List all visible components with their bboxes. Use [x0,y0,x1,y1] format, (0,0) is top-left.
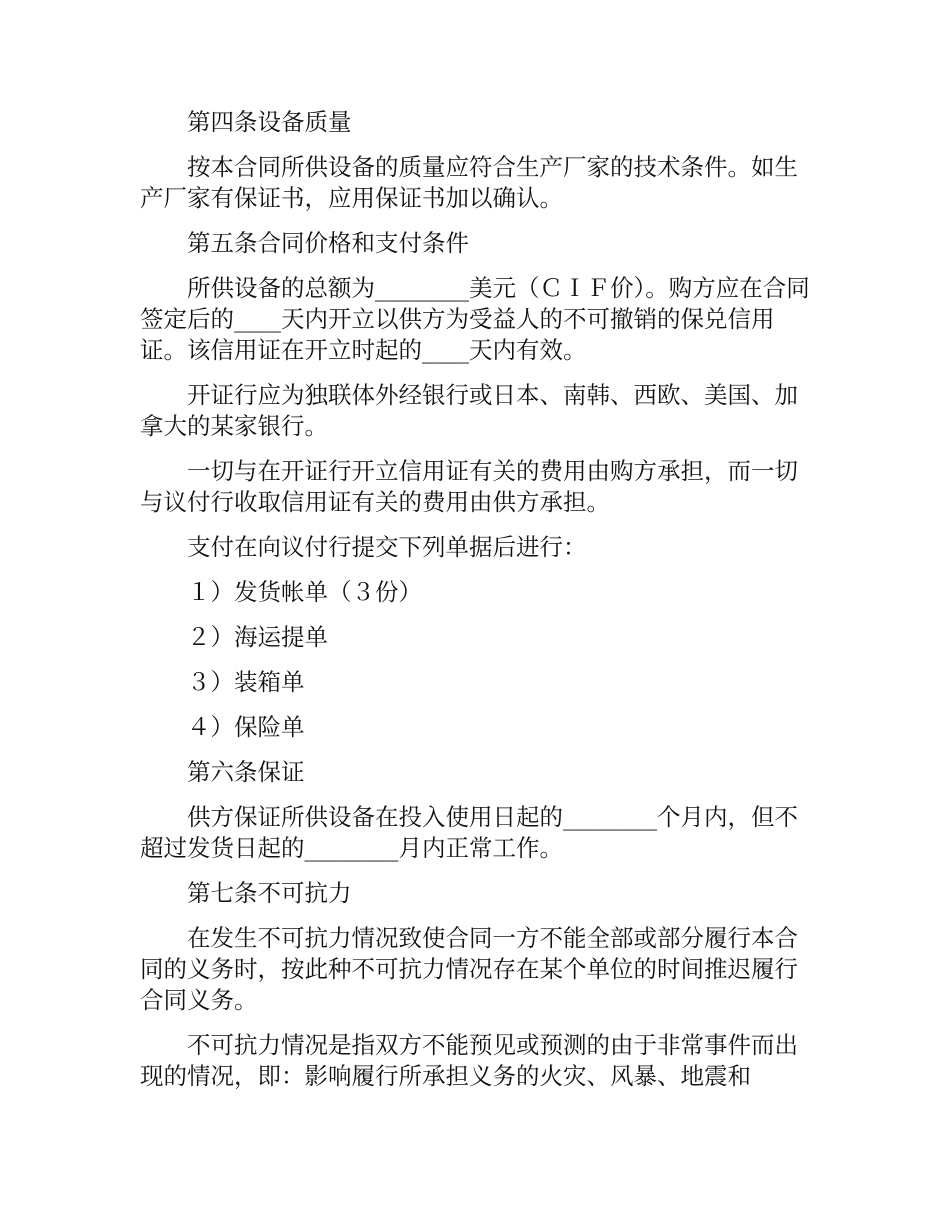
document-body [140,107,812,1092]
paragraph-warranty: 供方保证所供设备在投入使用日起的________个月内，但不超过发货日起的________月内正常工作。 [140,803,798,862]
heading-article-5: 第五条合同价格和支付条件 [187,229,469,257]
paragraph-force-majeure-definition: 不可抗力情况是指双方不能预见或预测的由于非常事件而出现的情况，即：影响履行所承担义务的火灾、风暴、地震和 [140,1031,798,1090]
heading-article-4: 第四条设备质量 [187,108,352,136]
paragraph-issuing-bank: 开证行应为独联体外经银行或日本、南韩、西欧、美国、加拿大的某家银行。 [140,381,798,440]
list-item-insurance: ４）保险单 [187,713,305,741]
heading-article-6: 第六条保证 [187,758,305,786]
paragraph-fees: 一切与在开证行开立信用证有关的费用由购方承担，而一切与议付行收取信用证有关的费用由供方承担。 [140,457,798,516]
paragraph-quality: 按本合同所供设备的质量应符合生产厂家的技术条件。如生产厂家有保证书，应用保证书加以确认。 [140,153,798,212]
list-item-bill-of-lading: ２）海运提单 [187,623,328,651]
paragraph-force-majeure: 在发生不可抗力情况致使合同一方不能全部或部分履行本合同的义务时，按此种不可抗力情况存在某个单位的时间推迟履行合同义务。 [140,924,798,1014]
heading-article-7: 第七条不可抗力 [187,879,352,907]
paragraph-payment-documents: 支付在向议付行提交下列单据后进行： [187,533,587,561]
paragraph-price: 所供设备的总额为________美元（ＣＩＦ价）。购方应在合同签定后的____天内开立以供方为受益人的不可撤销的保兑信用证。该信用证在开立时起的____天内有效。 [140,274,810,364]
list-item-packing-list: ３）装箱单 [187,668,305,696]
list-item-invoice: １）发货帐单（３份） [187,578,422,606]
